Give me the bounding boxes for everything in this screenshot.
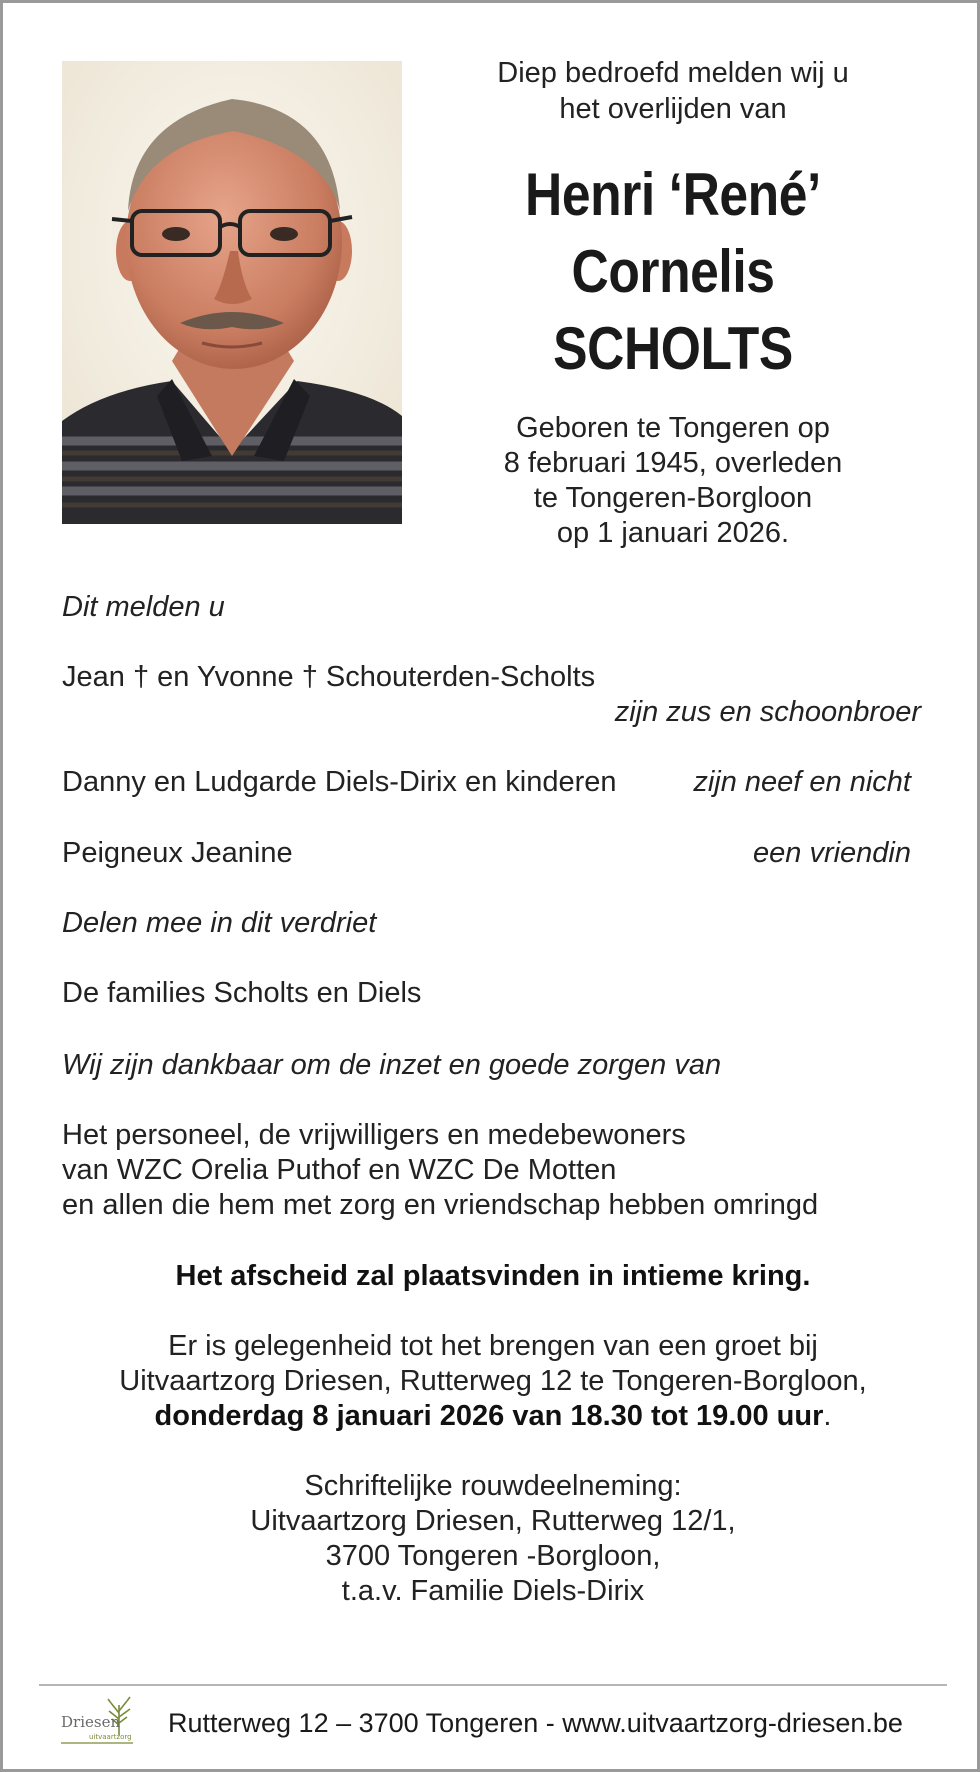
share-intro: Delen mee in dit verdriet [62,907,377,939]
intro-line-1: Diep bedroefd melden wij u [497,57,849,89]
family-member-name: Jean † en Yvonne † Schouterden-Scholts [62,661,596,693]
visit-line-1: Er is gelegenheid tot het brengen van een groet bij [168,1330,818,1362]
family-member-name: Peigneux Jeanine [62,837,293,869]
condolence-line-2: Uitvaartzorg Driesen, Rutterweg 12/1, [250,1505,736,1537]
visit-date: donderdag 8 januari 2026 van 18.30 tot 19.00 uur [154,1400,824,1432]
family-member-relation: een vriendin [753,837,911,869]
visit-date-line [3,1399,980,1434]
footer-divider [39,1684,947,1686]
birth-death-info [433,411,913,551]
farewell-statement: Het afscheid zal plaatsvinden in intieme kring. [175,1260,811,1292]
family-intro: Dit melden u [62,591,225,623]
condolence-line-3: 3700 Tongeren -Borgloon, [325,1540,661,1572]
thanks-line-3: en allen die hem met zorg en vriendschap hebben omringd [62,1189,819,1221]
name-line-2: Cornelis [571,238,775,305]
intro-text [433,55,913,127]
born-line-3: te Tongeren-Borgloon [533,482,813,514]
driesen-logo [59,1691,145,1751]
name-line-1: Henri ‘René’ [525,161,821,228]
family-member-relation: zijn zus en schoonbroer [614,696,921,728]
intro-line-2: het overlijden van [559,93,787,125]
condolence-line-1: Schriftelijke rouwdeelneming: [304,1470,682,1502]
thanks-line-2: van WZC Orelia Puthof en WZC De Motten [62,1154,617,1186]
thanks-line-1: Het personeel, de vrijwilligers en medebewoners [62,1119,686,1151]
thanks-intro: Wij zijn dankbaar om de inzet en goede zorgen van [62,1049,722,1081]
logo-subtext: uitvaartzorg [89,1733,132,1741]
visit-date-end: . [823,1400,832,1432]
born-line-4: op 1 januari 2026. [556,517,790,549]
family-member-name: Danny en Ludgarde Diels-Dirix en kinderen [62,766,617,798]
footer-address: Rutterweg 12 – 3700 Tongeren - www.uitvaartzorg-driesen.be [168,1708,903,1738]
born-line-2: 8 februari 1945, overleden [503,447,843,479]
families-line: De families Scholts en Diels [62,977,422,1009]
logo-text: Driesen [61,1713,121,1731]
born-line-1: Geboren te Tongeren op [516,412,830,444]
deceased-name [467,156,880,387]
family-member-relation: zijn neef en nicht [693,766,911,798]
visit-line-2: Uitvaartzorg Driesen, Rutterweg 12 te Tongeren-Borgloon, [119,1365,867,1397]
portrait-photo [62,61,402,524]
name-line-3: SCHOLTS [553,315,793,382]
condolence-line-4: t.a.v. Familie Diels-Dirix [341,1575,645,1607]
